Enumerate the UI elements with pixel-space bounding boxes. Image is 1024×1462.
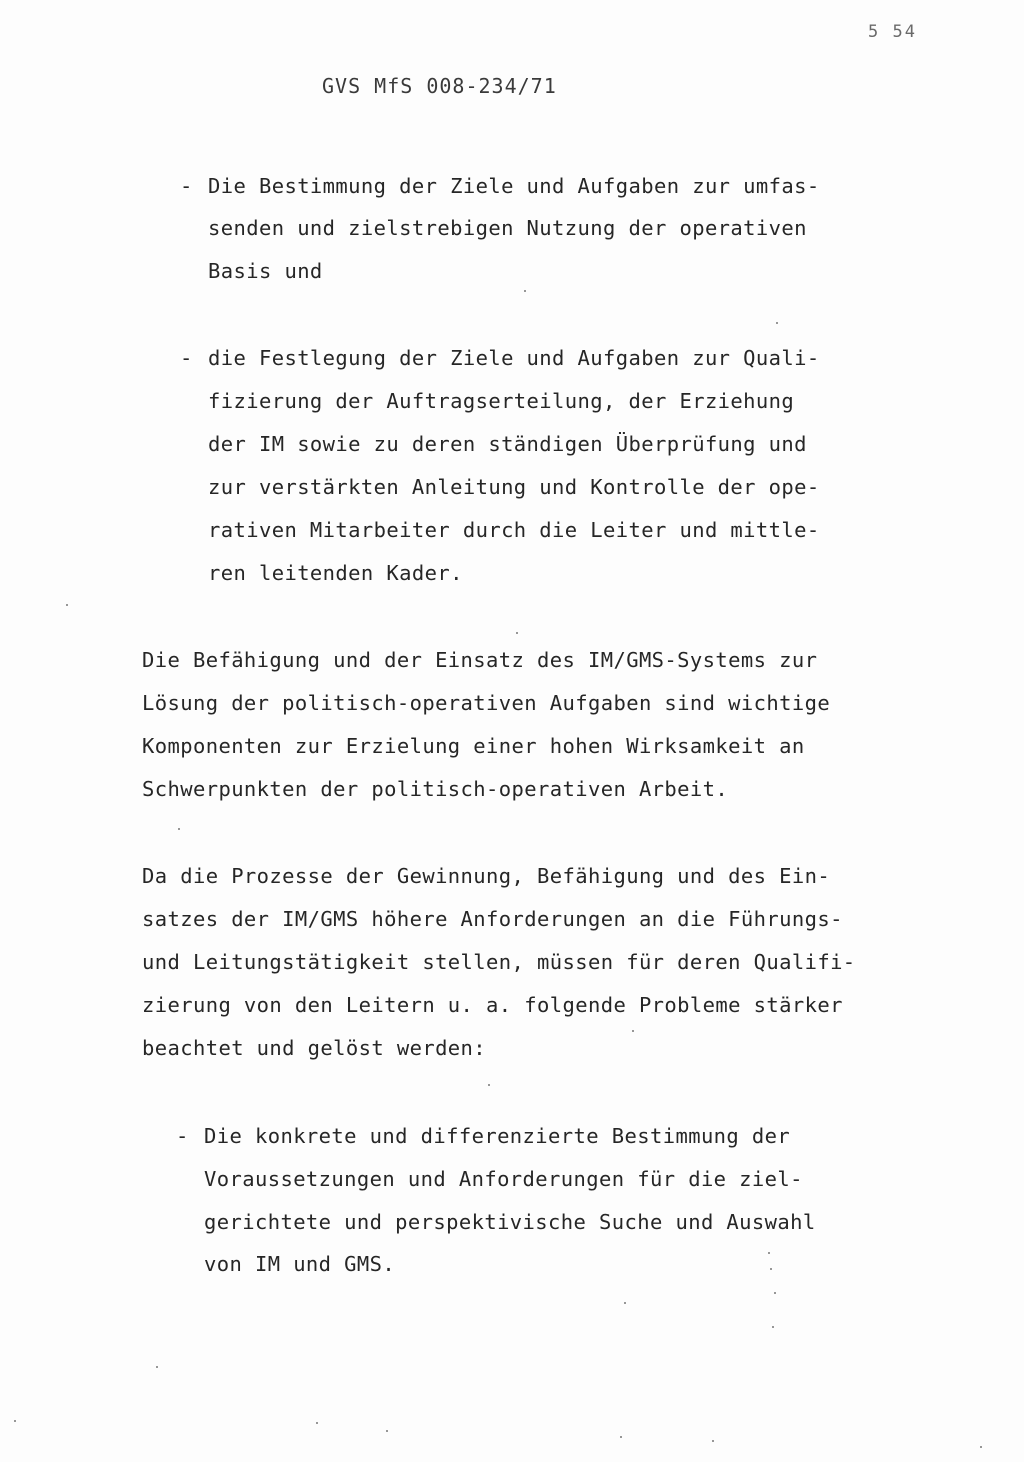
- bullet3-line: Die konkrete und differenzierte Bestimmung der: [204, 1124, 791, 1148]
- paragraph2-line: zierung von den Leitern u. a. folgende Probleme stärker: [142, 993, 843, 1017]
- scan-speck: [386, 1430, 388, 1432]
- bullet3-line: von IM und GMS.: [204, 1252, 396, 1276]
- paragraph2-line: satzes der IM/GMS höhere Anforderungen an die Führungs-: [142, 907, 843, 931]
- document-header: GVS MfS 008-234/71: [322, 74, 557, 98]
- paragraph1-line: Komponenten zur Erzielung einer hohen Wirksamkeit an: [142, 734, 805, 758]
- scan-speck: [316, 1422, 318, 1424]
- scan-speck: [768, 1252, 770, 1254]
- bullet3-line: Voraussetzungen und Anforderungen für die ziel-: [204, 1167, 803, 1191]
- scan-speck: [712, 1440, 714, 1442]
- bullet2-line: fizierung der Auftragserteilung, der Erziehung: [208, 389, 795, 413]
- paragraph1-line: Lösung der politisch-operativen Aufgaben sind wichtige: [142, 691, 831, 715]
- scan-speck: [772, 1326, 774, 1328]
- bullet1-line: senden und zielstrebigen Nutzung der operativen: [208, 216, 807, 240]
- scan-speck: [632, 1030, 634, 1032]
- bullet2-line: der IM sowie zu deren ständigen Überprüfung und: [208, 432, 807, 456]
- scan-speck: [776, 322, 778, 324]
- bullet1-line: Basis und: [208, 259, 323, 283]
- scan-speck: [516, 632, 518, 634]
- bullet2-line: rativen Mitarbeiter durch die Leiter und mittle-: [208, 518, 820, 542]
- paragraph1-line: Die Befähigung und der Einsatz des IM/GMS-Systems zur: [142, 648, 818, 672]
- scan-speck: [770, 1268, 772, 1270]
- bullet3-line: gerichtete und perspektivische Suche und Auswahl: [204, 1210, 816, 1234]
- scan-speck: [14, 1420, 16, 1422]
- scan-speck: [524, 290, 526, 292]
- bullet2-line: die Festlegung der Ziele und Aufgaben zur Quali-: [208, 346, 820, 370]
- paragraph2-line: beachtet und gelöst werden:: [142, 1036, 487, 1060]
- page-number: 5 54: [868, 22, 917, 42]
- bullet-marker: -: [176, 1124, 189, 1148]
- scan-speck: [624, 1302, 626, 1304]
- scan-speck: [156, 1366, 158, 1368]
- scan-speck: [620, 1436, 622, 1438]
- bullet1-line: Die Bestimmung der Ziele und Aufgaben zur umfas-: [208, 174, 820, 198]
- bullet-marker: -: [180, 346, 193, 370]
- paragraph1-line: Schwerpunkten der politisch-operativen Arbeit.: [142, 777, 729, 801]
- scan-speck: [774, 1292, 776, 1294]
- paragraph2-line: Da die Prozesse der Gewinnung, Befähigung und des Ein-: [142, 864, 831, 888]
- scan-speck: [66, 604, 68, 606]
- scan-speck: [488, 1084, 490, 1086]
- bullet2-line: ren leitenden Kader.: [208, 561, 463, 585]
- scan-speck: [178, 828, 180, 830]
- paragraph2-line: und Leitungstätigkeit stellen, müssen für deren Qualifi-: [142, 950, 856, 974]
- bullet2-line: zur verstärkten Anleitung und Kontrolle der ope-: [208, 475, 820, 499]
- bullet-marker: -: [180, 174, 193, 198]
- scan-speck: [980, 1446, 982, 1448]
